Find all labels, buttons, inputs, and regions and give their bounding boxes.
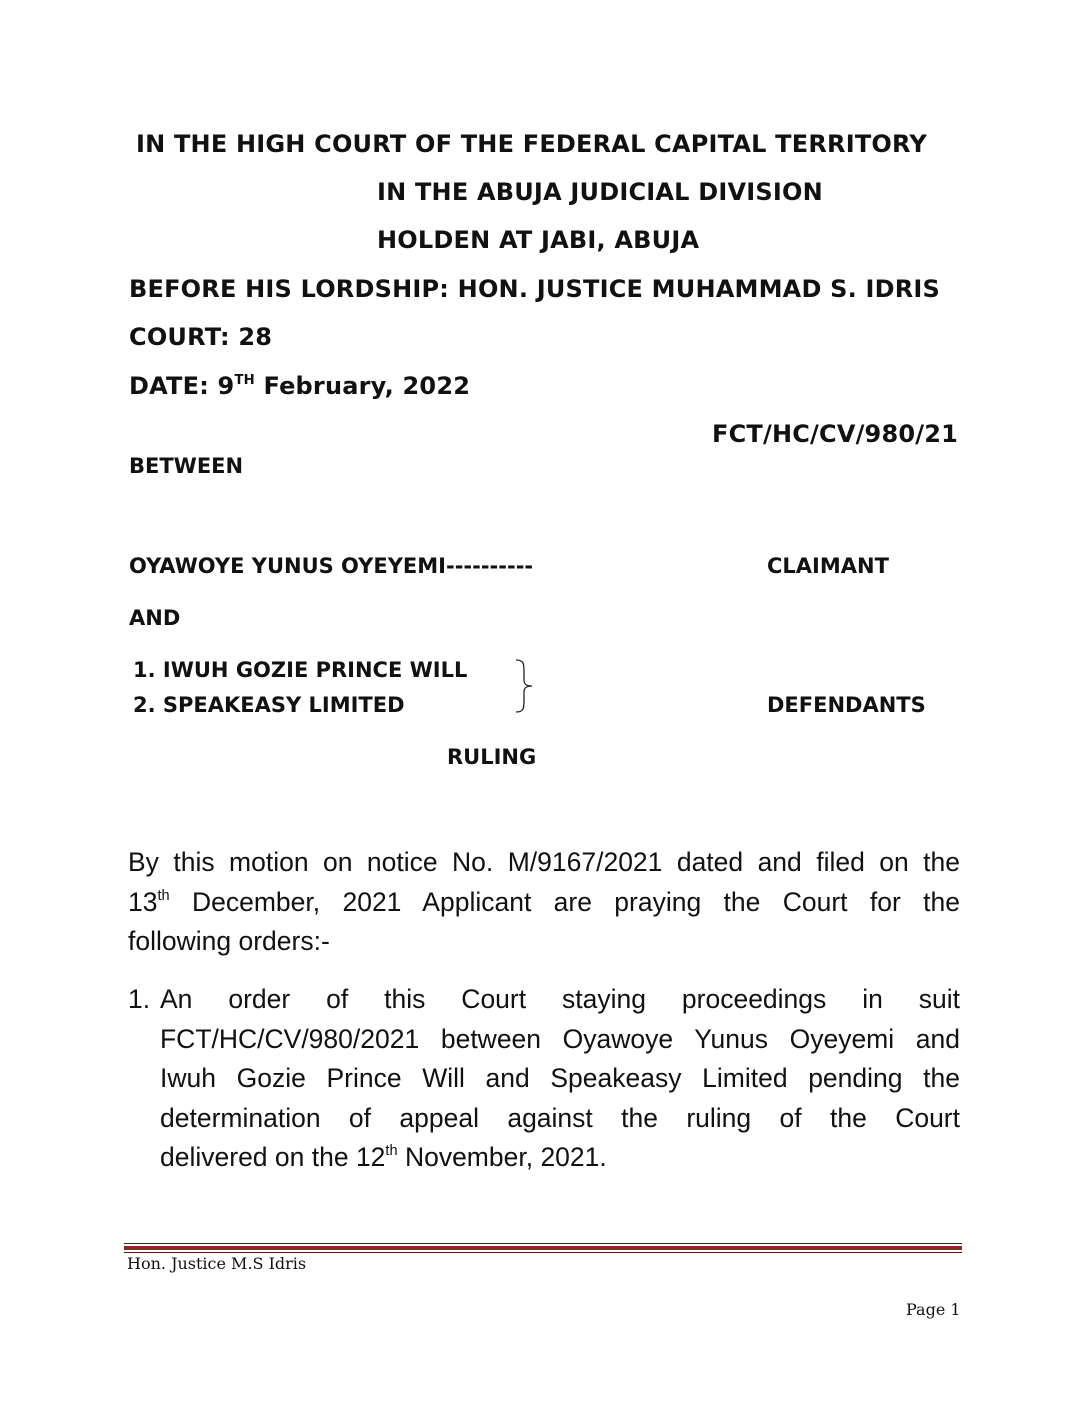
defendant-2: 2. SPEAKEASY LIMITED <box>133 693 405 717</box>
claimant-name: OYAWOYE YUNUS OYEYEMI---------- <box>129 554 534 578</box>
footer-rule-top <box>124 1243 962 1244</box>
court-title: IN THE HIGH COURT OF THE FEDERAL CAPITAL TERRITORY <box>136 130 927 158</box>
date-prefix: DATE: 9 <box>129 372 235 400</box>
and-label: AND <box>129 606 181 630</box>
item-1-line-4: determination of appeal against the ruling of the Court <box>160 1103 960 1133</box>
date-superscript: TH <box>234 373 255 389</box>
judge-line: BEFORE HIS LORDSHIP: HON. JUSTICE MUHAMMAD S. IDRIS <box>129 275 941 303</box>
intro-line-2 <box>128 883 960 928</box>
brace-icon <box>512 658 536 714</box>
suit-number: FCT/HC/CV/980/21 <box>712 420 959 448</box>
item-1-line-5-post: November, 2021. <box>397 1142 607 1172</box>
item-1-line-5 <box>160 1138 607 1183</box>
intro-line-1: By this motion on notice No. M/9167/2021 dated and filed on the <box>128 847 960 877</box>
footer-rule-bottom <box>124 1252 962 1253</box>
defendants-role: DEFENDANTS <box>767 693 926 717</box>
intro-line-3: following orders:- <box>128 926 330 956</box>
holden-line: HOLDEN AT JABI, ABUJA <box>377 226 700 254</box>
item-1-line-2: FCT/HC/CV/980/2021 between Oyawoye Yunus Oyeyemi and <box>160 1024 960 1054</box>
footer-rule-thick <box>124 1246 962 1250</box>
page-number: Page 1 <box>906 1300 961 1319</box>
date-suffix: February, 2022 <box>254 372 471 400</box>
item-1-line-3: Iwuh Gozie Prince Will and Speakeasy Limited pending the <box>160 1063 960 1093</box>
item-1-line-1: An order of this Court staying proceedings in suit <box>160 984 960 1014</box>
intro-ordinal: 13 <box>128 887 158 917</box>
between-label: BETWEEN <box>129 454 244 478</box>
intro-line-2-text: December, 2021 Applicant are praying the Court for the <box>169 887 960 917</box>
intro-ordinal-superscript: th <box>157 888 170 905</box>
division-title: IN THE ABUJA JUDICIAL DIVISION <box>377 178 823 206</box>
item-1-number: 1. <box>128 984 151 1014</box>
ruling-title: RULING <box>447 745 537 769</box>
item-1-superscript: th <box>385 1143 398 1160</box>
footer-judge: Hon. Justice M.S Idris <box>127 1254 307 1273</box>
claimant-role: CLAIMANT <box>767 554 889 578</box>
court-number: COURT: 28 <box>129 323 273 351</box>
defendant-1: 1. IWUH GOZIE PRINCE WILL <box>133 658 468 682</box>
item-1-line-5-pre: delivered on the 12 <box>160 1142 386 1172</box>
date-line <box>129 372 470 400</box>
